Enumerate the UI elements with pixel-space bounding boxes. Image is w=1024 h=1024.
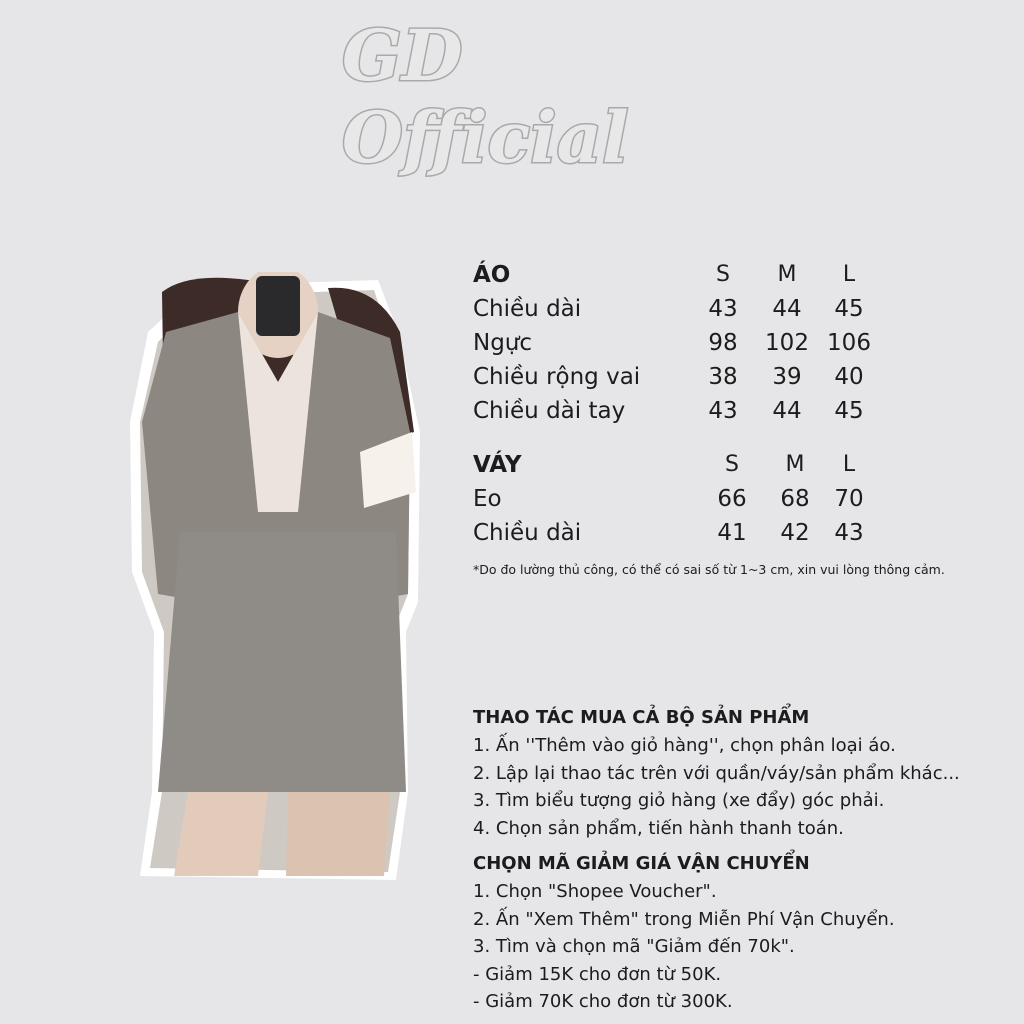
row-value: 38 bbox=[708, 364, 738, 390]
row-value: 41 bbox=[717, 520, 747, 546]
row-value: 43 bbox=[708, 296, 738, 322]
list-item: - Giảm 70K cho đơn từ 300K. bbox=[473, 991, 733, 1012]
list-item: 2. Lập lại thao tác trên với quần/váy/sản phẩm khác... bbox=[473, 762, 960, 784]
product-photo bbox=[128, 272, 428, 882]
shipping-section bbox=[473, 850, 895, 1016]
list-item: 1. Chọn "Shopee Voucher". bbox=[473, 881, 717, 902]
list-item: 3. Tìm và chọn mã "Giảm đến 70k". bbox=[473, 936, 795, 957]
section-title: THAO TÁC MUA CẢ BỘ SẢN PHẨM bbox=[473, 707, 810, 728]
row-value: 40 bbox=[834, 364, 864, 390]
vay-size-m: M bbox=[785, 452, 805, 477]
row-label: Chiều dài tay bbox=[473, 398, 626, 424]
row-value: 102 bbox=[765, 330, 809, 356]
vay-title: VÁY bbox=[473, 452, 522, 478]
list-item: - Giảm 15K cho đơn từ 50K. bbox=[473, 963, 722, 985]
list-item: 4. Chọn sản phẩm, tiến hành thanh toán. bbox=[473, 817, 844, 839]
section-title: CHỌN MÃ GIẢM GIÁ VẬN CHUYỂN bbox=[473, 853, 810, 874]
row-label: Eo bbox=[473, 486, 502, 512]
row-value: 43 bbox=[708, 398, 738, 424]
row-value: 66 bbox=[717, 486, 747, 512]
row-value: 39 bbox=[772, 364, 802, 390]
logo-line2: Official bbox=[342, 96, 629, 179]
row-value: 98 bbox=[708, 330, 738, 356]
row-value: 43 bbox=[834, 520, 864, 546]
row-value: 45 bbox=[834, 296, 864, 322]
row-label: Chiều dài bbox=[473, 296, 582, 322]
vay-size-l: L bbox=[842, 452, 856, 477]
ao-size-s: S bbox=[716, 262, 730, 287]
list-item: 2. Ấn "Xem Thêm" trong Miễn Phí Vận Chuyển. bbox=[473, 908, 895, 930]
row-value: 44 bbox=[772, 398, 802, 424]
row-label: Chiều dài bbox=[473, 520, 582, 546]
brand-logo bbox=[330, 12, 690, 182]
vay-size-s: S bbox=[725, 452, 739, 477]
row-value: 45 bbox=[834, 398, 864, 424]
buy-set-section bbox=[473, 704, 960, 842]
row-label: Ngực bbox=[473, 330, 533, 356]
list-item: 3. Tìm biểu tượng giỏ hàng (xe đẩy) góc phải. bbox=[473, 790, 885, 811]
row-value: 68 bbox=[780, 486, 810, 512]
row-value: 106 bbox=[827, 330, 871, 356]
row-label: Chiều rộng vai bbox=[473, 364, 641, 390]
row-value: 70 bbox=[834, 486, 864, 512]
list-item: 1. Ấn ''Thêm vào giỏ hàng'', chọn phân loại áo. bbox=[473, 735, 896, 756]
row-value: 42 bbox=[780, 520, 810, 546]
ao-size-m: M bbox=[777, 262, 797, 287]
measurement-note: *Do đo lường thủ công, có thể có sai số từ 1~3 cm, xin vui lòng thông cảm. bbox=[473, 562, 945, 577]
row-value: 44 bbox=[772, 296, 802, 322]
logo-line1: GD bbox=[342, 14, 463, 97]
ao-title: ÁO bbox=[473, 262, 511, 288]
ao-size-l: L bbox=[842, 262, 856, 287]
